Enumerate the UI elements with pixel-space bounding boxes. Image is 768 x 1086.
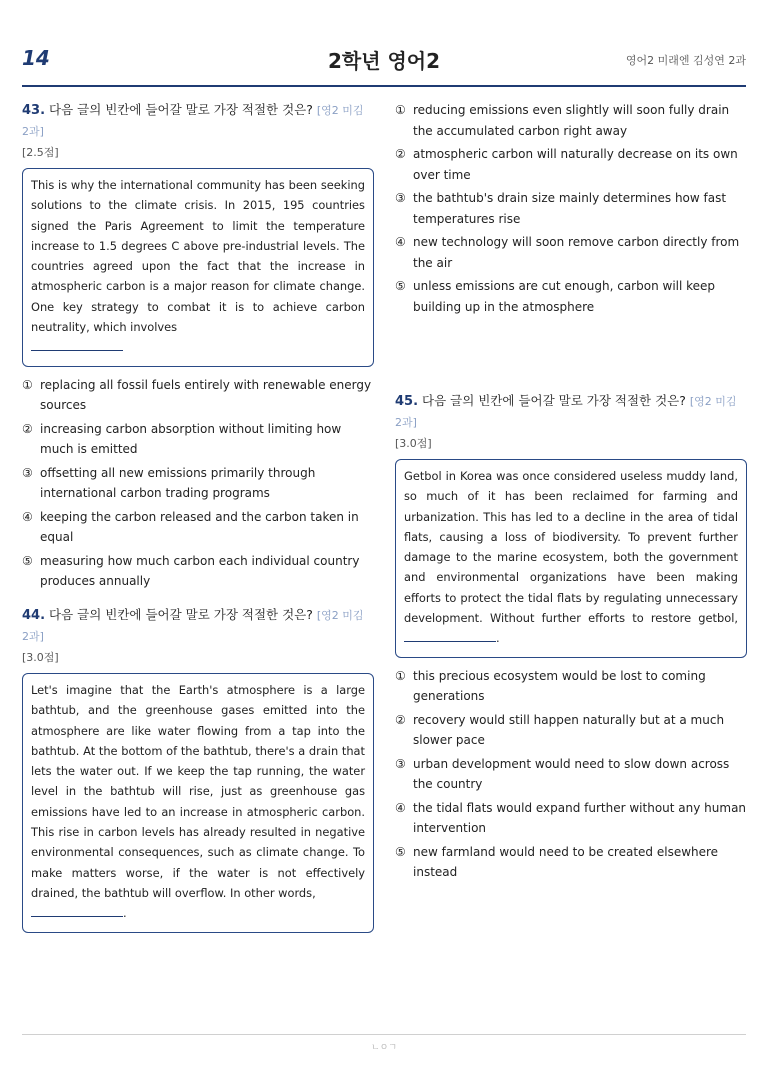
option-number: ⑤ — [395, 844, 406, 859]
answer-blank — [31, 904, 123, 917]
option-number: ② — [22, 421, 33, 436]
question-number: 43. — [22, 103, 46, 118]
header-divider — [22, 85, 746, 87]
option-2[interactable] — [395, 144, 747, 185]
passage-box — [395, 459, 747, 658]
option-number: ③ — [395, 756, 406, 771]
question-tag: [영2 미김 2과] — [395, 395, 737, 429]
option-text: this precious ecosystem would be lost to coming generations — [413, 668, 706, 704]
passage-box — [22, 673, 374, 933]
option-1[interactable] — [22, 375, 374, 416]
option-text: reducing emissions even slightly will soon fully drain the accumulated carbon right away — [413, 103, 730, 138]
option-number: ④ — [395, 235, 406, 249]
option-number: ④ — [22, 509, 33, 524]
answer-blank — [404, 629, 496, 642]
option-number: ③ — [395, 191, 406, 205]
option-2[interactable] — [22, 419, 374, 460]
option-3[interactable] — [22, 463, 374, 504]
options-list — [395, 100, 747, 317]
page-title: 2학년 영어2 — [327, 49, 441, 73]
option-text: the tidal flats would expand further without any human intervention — [413, 800, 747, 836]
question-tag: [영2 미김 2과] — [22, 104, 364, 138]
passage-text: Let's imagine that the Earth's atmosphere is a large bathtub, and the greenhouse gases emitted into the atmosphere are like water flowing from a tap into the bathtub. At the bottom of the bathtub, there's a drain that lets the water out. If we keep the tap running, the water level in the bathtub will rise, just as greenhouse gas emissions have led to an increase in atmospheric carbon. This rise in carbon levels has already resulted in negative environmental consequences, such as climate change. To make matters worse, if the water is not effectively drained, the bathtub will overflow. In other words, — [31, 683, 365, 900]
option-3[interactable] — [395, 188, 747, 229]
option-number: ⑤ — [395, 279, 406, 293]
question-points: [3.0점] — [22, 651, 59, 664]
subject-label: 영어2 미래엔 김성연 2과 — [625, 54, 746, 67]
passage-box — [22, 168, 374, 367]
option-5[interactable] — [22, 551, 374, 592]
page-header — [22, 40, 746, 88]
option-text: the bathtub's drain size mainly determines how fast temperatures rise — [413, 191, 727, 226]
options-list — [395, 666, 747, 883]
question-points: [2.5점] — [22, 146, 59, 159]
passage-text: This is why the international community has been seeking solutions to the climate crisis. In 2015, 195 countries signed the Paris Agreement to limit the temperature increase to 1.5 degrees C above pre-industrial levels. The countries agreed upon the fact that the increase in atmospheric carbon is a major reason for climate change. One key strategy to combat it is to achieve carbon neutrality, which involves — [31, 178, 365, 335]
option-text: increasing carbon absorption without limiting how much is emitted — [40, 421, 342, 457]
option-4[interactable] — [22, 507, 374, 548]
passage-text: Getbol in Korea was once considered useless muddy land, so much of it has been reclaimed for farming and urbanization. This has led to a decline in the area of tidal flats, causing a loss of biodiversity. To prevent further damage to the marine ecosystem, both the government and environmental organizations have been making efforts to protect the tidal flats by regulating unnecessary development. Without further efforts to restore getbol, — [404, 469, 738, 626]
answer-blank — [31, 338, 123, 351]
question-44-options — [395, 100, 747, 320]
option-1[interactable] — [395, 100, 747, 141]
question-prompt: 다음 글의 빈칸에 들어갈 말로 가장 적절한 것은? — [422, 393, 686, 408]
question-header — [395, 391, 747, 433]
option-5[interactable] — [395, 276, 747, 317]
option-4[interactable] — [395, 798, 747, 839]
options-list — [22, 375, 374, 592]
option-text: offsetting all new emissions primarily through international carbon trading programs — [40, 465, 316, 501]
option-text: replacing all fossil fuels entirely with renewable energy sources — [40, 377, 372, 413]
question-header — [22, 605, 374, 647]
footer-divider — [22, 1034, 746, 1035]
question-number: 44. — [22, 608, 46, 623]
option-4[interactable] — [395, 232, 747, 273]
option-3[interactable] — [395, 754, 747, 795]
option-text: measuring how much carbon each individual country produces annually — [40, 553, 360, 589]
option-number: ③ — [22, 465, 33, 480]
passage-end: . — [496, 631, 500, 646]
question-44 — [22, 605, 374, 933]
question-45 — [395, 391, 747, 886]
page-number: 14 — [22, 46, 50, 70]
question-prompt: 다음 글의 빈칸에 들어갈 말로 가장 적절한 것은? — [49, 607, 313, 622]
option-number: ② — [395, 147, 406, 161]
option-text: urban development would need to slow down across the country — [413, 756, 730, 792]
footer-mark: ㄴㅇㄱ — [370, 1043, 398, 1053]
option-text: atmospheric carbon will naturally decrease on its own over time — [413, 147, 738, 182]
question-tag: [영2 미김 2과] — [22, 609, 364, 643]
option-text: recovery would still happen naturally but at a much slower pace — [413, 712, 725, 748]
option-number: ② — [395, 712, 406, 727]
option-number: ① — [395, 668, 406, 683]
option-text: new farmland would need to be created elsewhere instead — [413, 844, 719, 880]
question-points: [3.0점] — [395, 437, 432, 450]
option-2[interactable] — [395, 710, 747, 751]
option-number: ⑤ — [22, 553, 33, 568]
question-43 — [22, 100, 374, 595]
passage-end: . — [123, 906, 127, 921]
option-text: new technology will soon remove carbon directly from the air — [413, 235, 740, 270]
option-number: ④ — [395, 800, 406, 815]
question-prompt: 다음 글의 빈칸에 들어갈 말로 가장 적절한 것은? — [49, 102, 313, 117]
option-1[interactable] — [395, 666, 747, 707]
option-number: ① — [395, 103, 406, 117]
option-number: ① — [22, 377, 33, 392]
option-text: unless emissions are cut enough, carbon will keep building up in the atmosphere — [413, 279, 716, 314]
option-text: keeping the carbon released and the carbon taken in equal — [40, 509, 359, 545]
question-number: 45. — [395, 394, 419, 409]
question-header — [22, 100, 374, 142]
option-5[interactable] — [395, 842, 747, 883]
